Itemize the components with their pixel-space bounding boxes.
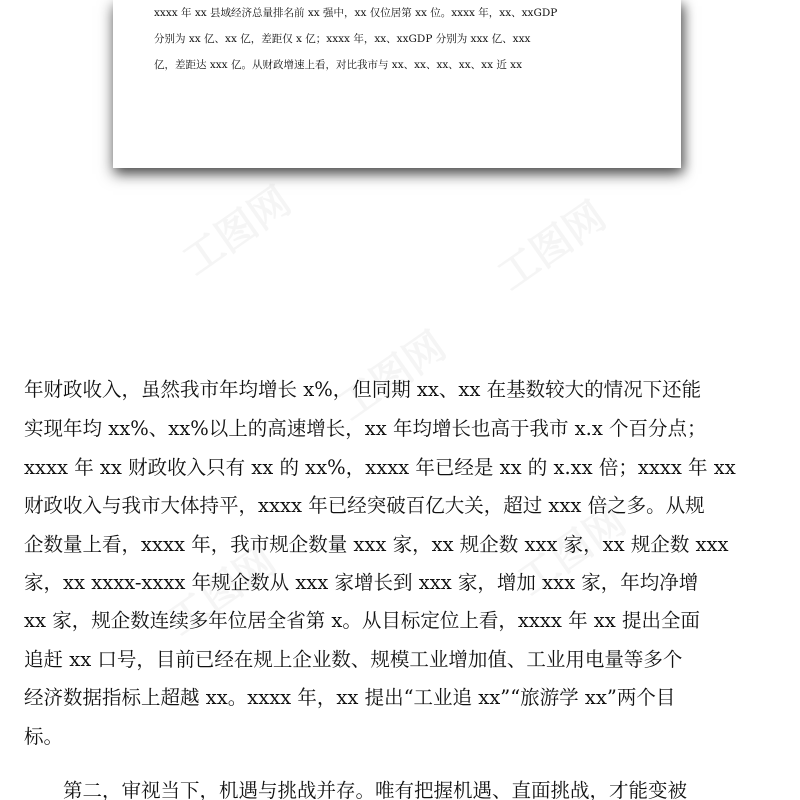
document-preview-card	[113, 0, 681, 168]
paragraph-line: xxxx 年 xx 财政收入只有 xx 的 xx%，xxxx 年已经是 xx 的 x.xx 倍；xxxx 年 xx	[24, 456, 736, 479]
paragraph-line: xx 家，规企数连续多年位居全省第 x。从目标定位上看，xxxx 年 xx 提出全面	[24, 609, 700, 632]
watermark-logo: 工图网	[174, 178, 300, 285]
paragraph-line: 第二，审视当下，机遇与挑战并存。唯有把握机遇、直面挑战，才能变被	[24, 779, 688, 800]
watermark-logo: 工图网	[509, 498, 635, 605]
paragraph-line: 家，xx xxxx-xxxx 年规企数从 xxx 家增长到 xxx 家，增加 xxx 家，年均净增	[24, 571, 699, 594]
paragraph-line: 年财政收入，虽然我市年均增长 x%，但同期 xx、xx 在基数较大的情况下还能	[24, 378, 702, 401]
paragraph-line: 标。	[24, 725, 64, 748]
watermark-logo: 工图网	[489, 193, 615, 300]
preview-line: 分别为 xx 亿、xx 亿，差距仅 x 亿；xxxx 年，xx、xxGDP 分别为 xxx 亿、xxx	[154, 33, 531, 45]
paragraph-line: 财政收入与我市大体持平，xxxx 年已经突破百亿大关，超过 xxx 倍之多。从规	[24, 494, 705, 517]
paragraph-line: 追赶 xx 口号，目前已经在规上企业数、规模工业增加值、工业用电量等多个	[24, 648, 683, 671]
paragraph-line: 企数量上看，xxxx 年，我市规企数量 xxx 家，xx 规企数 xxx 家，xx 规企数 xxx	[24, 533, 729, 556]
paragraph-line: 经济数据指标上超越 xx。xxxx 年，xx 提出“工业追 xx”“旅游学 xx”两个目	[24, 686, 676, 709]
preview-line: xxxx 年 xx 县域经济总量排名前 xx 强中，xx 仅位居第 xx 位。xxxx 年，xx、xxGDP	[154, 7, 558, 19]
watermark-logo: 工图网	[329, 323, 455, 430]
paragraph-line: 实现年均 xx%、xx%以上的高速增长，xx 年均增长也高于我市 x.x 个百分点；	[24, 417, 707, 440]
preview-line: 亿，差距达 xxx 亿。从财政增速上看，对比我市与 xx、xx、xx、xx、xx 近 xx	[154, 59, 523, 71]
watermark-logo: 工图网	[159, 538, 285, 645]
